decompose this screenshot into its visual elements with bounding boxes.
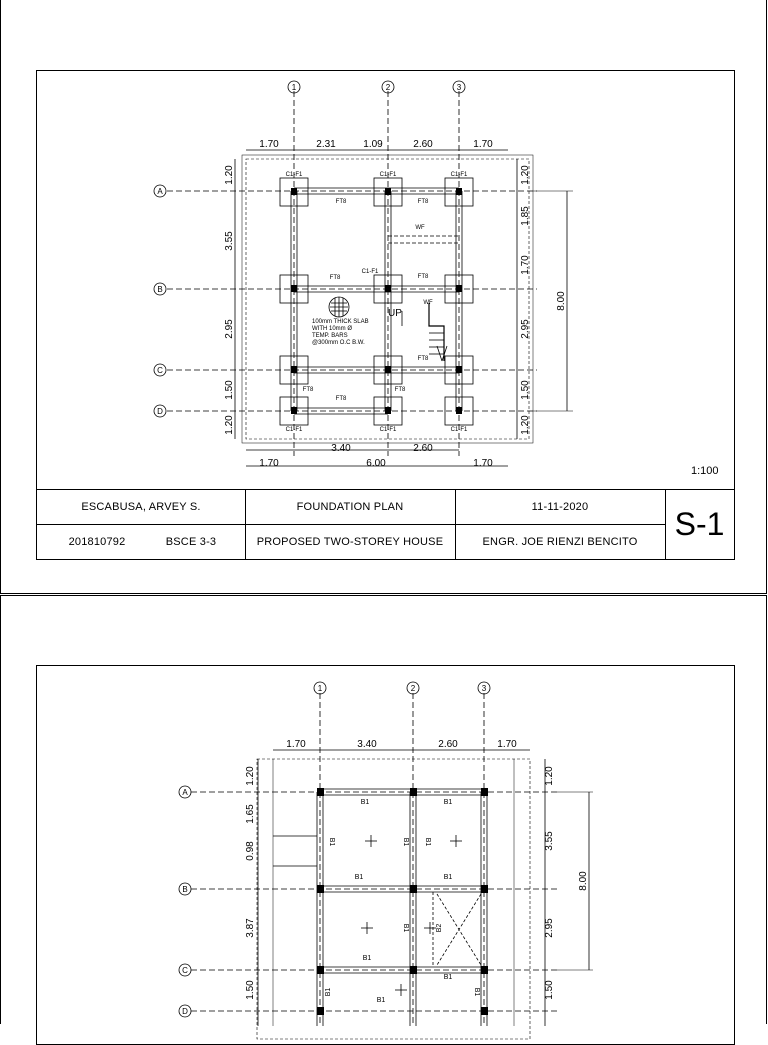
engineer-name: ENGR. JOE RIENZI BENCITO [482, 536, 638, 548]
column-label: C1-F1 [379, 172, 397, 178]
footing-label: FT8 [417, 356, 429, 362]
dim-label: 1.20 [245, 766, 256, 786]
dim-label: 1.50 [245, 980, 256, 1000]
beam-label: B1 [402, 923, 409, 933]
dim-label: 6.00 [366, 458, 386, 469]
column-label: C1-F1 [379, 427, 397, 433]
overall-dim-label: 8.00 [578, 871, 589, 891]
dim-label: 3.40 [357, 739, 377, 750]
dim-label: 1.20 [224, 415, 235, 435]
dim-label: 1.20 [520, 165, 531, 185]
dim-label: 1.50 [224, 380, 235, 400]
sheet-number: S-1 [674, 505, 725, 542]
drawing-date: 11-11-2020 [531, 501, 589, 513]
dim-label: 3.55 [224, 231, 235, 251]
grid-col-label: 3 [456, 83, 462, 92]
wall-footing-label: WF [423, 300, 433, 306]
dim-label: 2.95 [544, 918, 555, 938]
section-label: BSCE 3-3 [165, 536, 217, 548]
footing-label: FT8 [335, 199, 347, 205]
slab-note-line: WITH 10mm Ø [312, 326, 352, 332]
dim-label: 2.95 [224, 319, 235, 339]
wall-footing-label: WF [415, 225, 425, 231]
dim-label: 1.70 [259, 458, 279, 469]
footing-label: FT8 [329, 275, 341, 281]
grid-row-label: A [182, 788, 188, 797]
grid-row-label: A [157, 187, 163, 196]
footing-label: FT8 [302, 387, 314, 393]
grid-col-label: 1 [317, 684, 323, 693]
grid-col-label: 2 [385, 83, 391, 92]
dim-label: 2.60 [438, 739, 458, 750]
beam-label: B1 [443, 799, 453, 806]
project-title: PROPOSED TWO-STOREY HOUSE [256, 536, 444, 548]
beam-label: B1 [443, 874, 453, 881]
dim-label: 1.50 [520, 380, 531, 400]
grid-row-label: B [182, 885, 188, 894]
dim-label: 1.70 [520, 255, 531, 275]
slab-note-line: @300mm O.C B.W. [312, 340, 365, 346]
beam-label: B1 [473, 987, 480, 997]
dim-label: 3.40 [331, 443, 351, 454]
dim-label: 1.65 [245, 804, 256, 824]
dim-label: 1.70 [286, 739, 306, 750]
dim-label: 2.60 [413, 443, 433, 454]
sheet-page-2 [0, 595, 767, 1024]
footing-label: FT8 [394, 387, 406, 393]
column-label: C1-F1 [361, 269, 379, 275]
column-label: C1-F1 [285, 172, 303, 178]
beam-label: B2 [436, 923, 443, 933]
grid-col-label: 2 [410, 684, 416, 693]
dim-label: 2.31 [316, 139, 336, 150]
stair-up-label: UP [388, 308, 402, 319]
dim-label: 1.09 [363, 139, 383, 150]
drawing-scale: 1:100 [691, 465, 719, 477]
dim-label: 1.70 [497, 739, 517, 750]
author-name: ESCABUSA, ARVEY S. [81, 501, 201, 513]
dim-label: 1.20 [224, 165, 235, 185]
dim-label: 1.70 [473, 458, 493, 469]
drawing-sheet-s1 [36, 70, 735, 560]
beam-label: B1 [360, 799, 370, 806]
drawing-sheet-s2 [36, 665, 735, 1045]
drawing-title: FOUNDATION PLAN [296, 501, 404, 513]
dim-label: 0.98 [245, 841, 256, 861]
foundation-plan-drawing [37, 71, 734, 489]
title-block [37, 489, 734, 560]
grid-row-label: B [157, 285, 163, 294]
beam-label: B1 [402, 837, 409, 847]
dim-label: 1.70 [259, 139, 279, 150]
beam-label: B1 [443, 974, 453, 981]
dim-label: 1.20 [520, 415, 531, 435]
beam-label: B1 [354, 874, 364, 881]
dim-label: 1.85 [520, 206, 531, 226]
dim-label: 1.50 [544, 980, 555, 1000]
student-number: 201810792 [68, 536, 126, 548]
grid-row-label: D [157, 407, 163, 416]
grid-col-label: 3 [481, 684, 487, 693]
grid-row-label: C [182, 966, 188, 975]
slab-note-line: 100mm THICK SLAB [312, 319, 369, 325]
grid-row-label: D [182, 1007, 188, 1016]
beam-label: B1 [424, 837, 431, 847]
column-label: C1-F1 [450, 172, 468, 178]
dim-label: 1.70 [473, 139, 493, 150]
dim-label: 3.55 [544, 831, 555, 851]
beam-label: B1 [325, 987, 332, 997]
column-label: C1-F1 [450, 427, 468, 433]
dim-label: 3.87 [245, 918, 256, 938]
dim-label: 1.20 [544, 766, 555, 786]
footing-label: FT8 [417, 199, 429, 205]
footing-label: FT8 [335, 396, 347, 402]
column-label: C1-F1 [285, 427, 303, 433]
slab-note-line: TEMP. BARS [312, 333, 348, 339]
overall-dim-label: 8.00 [556, 291, 567, 311]
beam-label: B1 [376, 997, 386, 1004]
beam-label: B1 [362, 955, 372, 962]
framing-plan-drawing [37, 666, 734, 1026]
grid-row-label: C [157, 366, 163, 375]
beam-label: B1 [328, 837, 335, 847]
dim-label: 2.60 [413, 139, 433, 150]
footing-label: FT8 [417, 274, 429, 280]
dim-label: 2.95 [520, 319, 531, 339]
grid-col-label: 1 [291, 83, 297, 92]
